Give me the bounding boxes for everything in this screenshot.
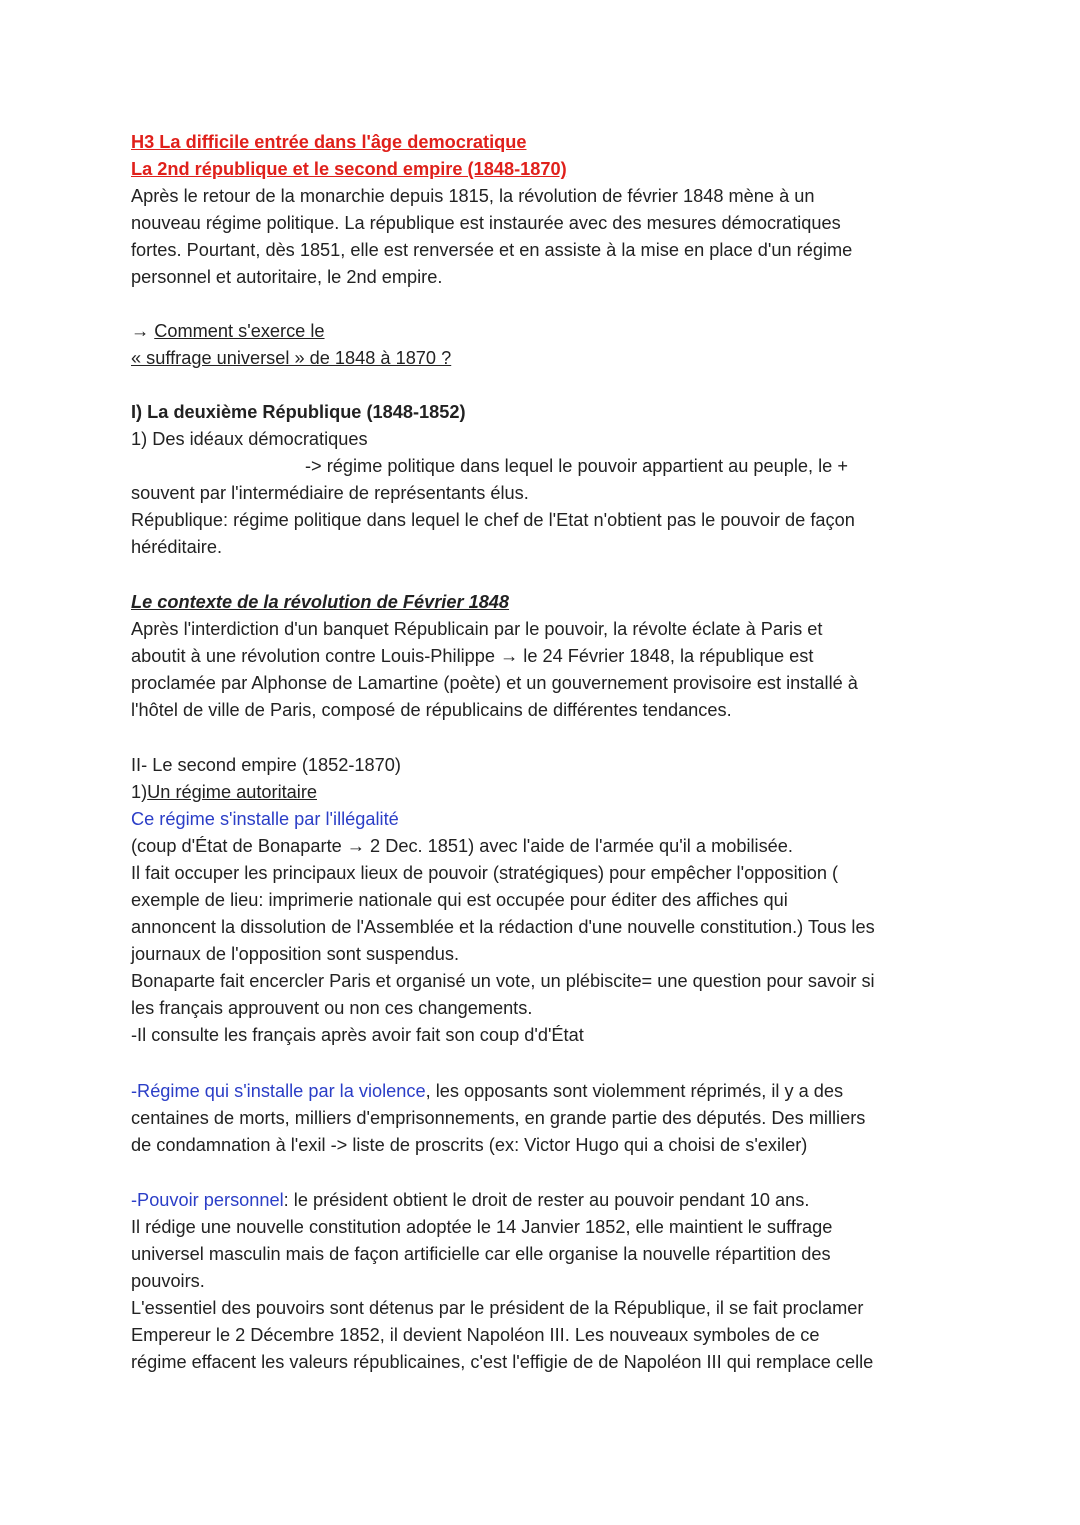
definition-line: République: régime politique dans lequel le chef de l'Etat n'obtient pas le pouvoir de façon [131,510,855,530]
paragraph-line: Bonaparte fait encercler Paris et organisé un vote, un plébiscite= une question pour savoir si [131,971,875,991]
section-title: I) La deuxième République (1848-1852) [131,402,466,422]
problem-question-line [131,318,325,345]
chapter-title: H3 La difficile entrée dans l'âge democratique [131,132,527,152]
paragraph-line: aboutit à une révolution contre Louis-Philippe → le 24 Février 1848, la république est [131,646,814,666]
context-title: Le contexte de la révolution de Février 1848 [131,592,510,612]
paragraph-line: exemple de lieu: imprimerie nationale qui est occupée pour éditer des affiches qui [131,890,788,910]
intro-line: fortes. Pourtant, dès 1851, elle est renversée et en assiste à la mise en place d'un régime [131,240,853,260]
highlight-heading: Ce régime s'installe par l'illégalité [131,809,399,829]
intro-line: personnel et autoritaire, le 2nd empire. [131,267,443,287]
paragraph-line: annoncent la dissolution de l'Assemblée et la rédaction d'une nouvelle constitution.) Tous les [131,917,875,937]
paragraph-line: Après l'interdiction d'un banquet Républicain par le pouvoir, la révolte éclate à Paris et [131,619,823,639]
section-title: II- Le second empire (1852-1870) [131,755,401,775]
paragraph-line: pouvoirs. [131,1271,205,1291]
subsection-title: 1)Un régime autoritaire [131,782,317,802]
paragraph-line: -Pouvoir personnel: le président obtient le droit de rester au pouvoir pendant 10 ans. [131,1190,810,1210]
intro-line: Après le retour de la monarchie depuis 1815, la révolution de février 1848 mène à un [131,186,815,206]
paragraph-line: (coup d'État de Bonaparte → 2 Dec. 1851) avec l'aide de l'armée qu'il a mobilisée. [131,836,793,856]
paragraph-line: universel masculin mais de façon artificielle car elle organise la nouvelle répartition des [131,1244,831,1264]
definition-line: souvent par l'intermédiaire de représentants élus. [131,483,529,503]
paragraph-line: les français approuvent ou non ces changements. [131,998,533,1018]
paragraph-line: journaux de l'opposition sont suspendus. [131,944,460,964]
highlight-heading: -Régime qui s'installe par la violence [131,1081,426,1101]
subsection-title: 1) Des idéaux démocratiques [131,429,368,449]
paragraph-line: Empereur le 2 Décembre 1852, il devient Napoléon III. Les nouveaux symboles de ce [131,1325,820,1345]
paragraph-line: L'essentiel des pouvoirs sont détenus par le président de la République, il se fait proclamer [131,1298,864,1318]
definition-line: -> régime politique dans lequel le pouvoir appartient au peuple, le + [305,456,848,476]
chapter-subtitle: La 2nd république et le second empire (1848-1870) [131,159,567,179]
highlight-heading: -Pouvoir personnel [131,1190,284,1210]
arrow-icon: → [131,321,155,341]
paragraph-line: Il fait occuper les principaux lieux de pouvoir (stratégiques) pour empêcher l'opposition ( [131,863,839,883]
definition-line: héréditaire. [131,537,222,557]
problem-question-line: « suffrage universel » de 1848 à 1870 ? [131,348,452,368]
question-text: Comment s'exerce le [154,321,325,341]
paragraph-line: centaines de morts, milliers d'emprisonnements, en grande partie des députés. Des milliers [131,1108,866,1128]
paragraph-line: -Régime qui s'installe par la violence, les opposants sont violemment réprimés, il y a des [131,1081,844,1101]
paragraph-line: Il rédige une nouvelle constitution adoptée le 14 Janvier 1852, elle maintient le suffrage [131,1217,833,1237]
paragraph-line: l'hôtel de ville de Paris, composé de républicains de différentes tendances. [131,700,732,720]
paragraph-line: régime effacent les valeurs républicaines, c'est l'effigie de de Napoléon III qui remplace celle [131,1352,874,1372]
intro-line: nouveau régime politique. La république est instaurée avec des mesures démocratiques [131,213,841,233]
paragraph-line: proclamée par Alphonse de Lamartine (poète) et un gouvernement provisoire est installé à [131,673,858,693]
paragraph-line: -Il consulte les français après avoir fait son coup d'd'État [131,1025,584,1045]
paragraph-line: de condamnation à l'exil -> liste de proscrits (ex: Victor Hugo qui a choisi de s'exiler) [131,1135,808,1155]
